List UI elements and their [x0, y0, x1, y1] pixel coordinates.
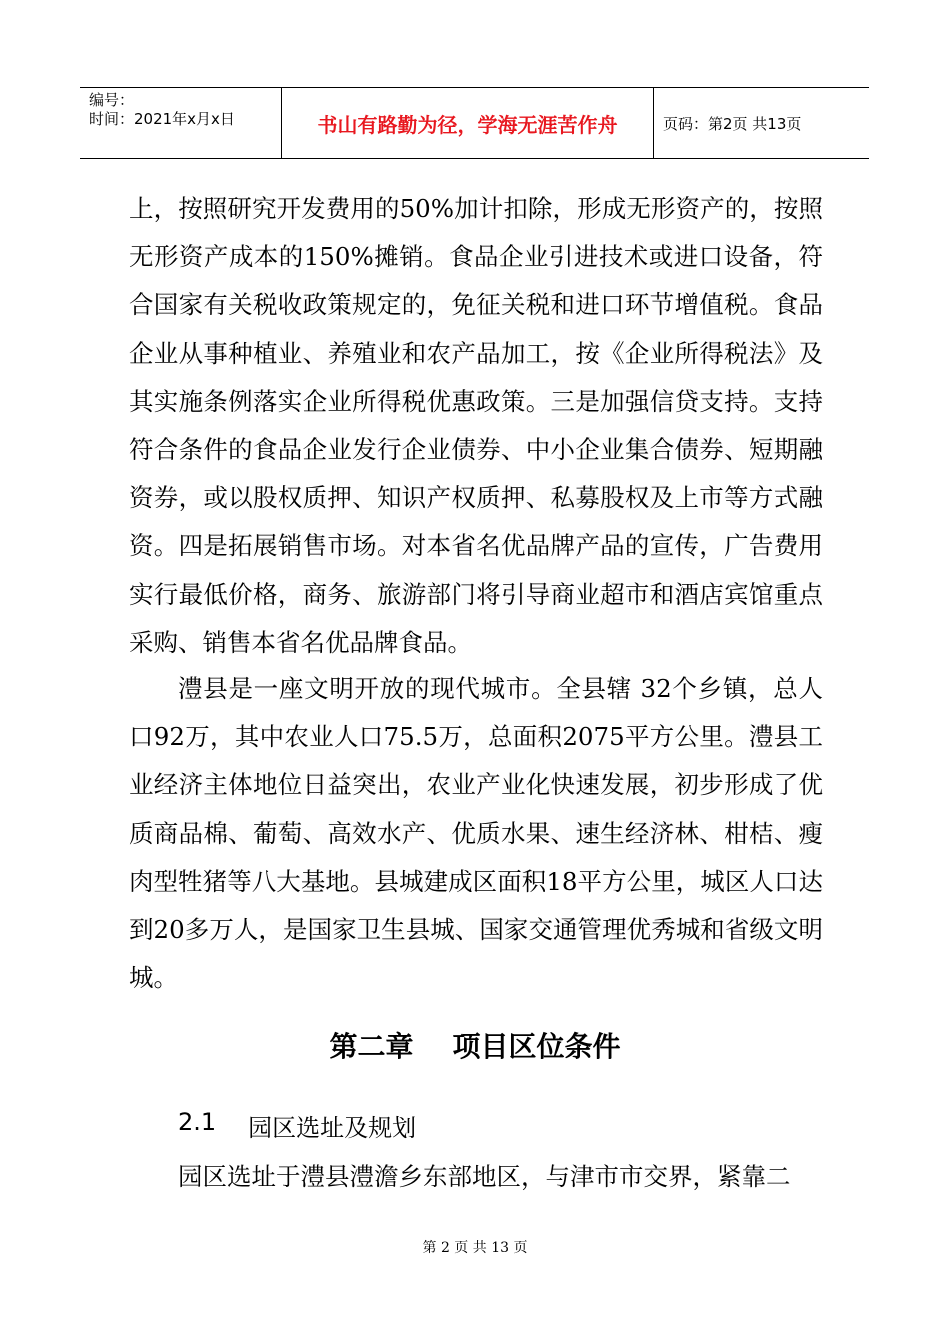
- paragraph-text: 澧县是一座文明开放的现代城市。全县辖 32个乡镇，总人口92万，其中农业人口75.5万，总面积2075平方公里。澧县工业经济主体地位日益突出，农业产业化快速发展，初步形成了优质商品棉、葡萄、高效水产、优质水果、速生经济林、柑桔、瘦肉型牲猪等八大基地。县城建成区面积18平方公里，城区人口达到20多万人，是国家卫生县城、国家交通管理优秀城和省级文明城。: [129, 674, 823, 993]
- section-number: 2.1: [178, 1108, 217, 1136]
- body-paragraph-1: [129, 185, 823, 667]
- header-page-info: 页码：第2页 共13页: [663, 114, 802, 133]
- chapter-title: 第二章 项目区位条件: [329, 1030, 621, 1063]
- header-motto: 书山有路勤为径，学海无涯苦作舟: [282, 88, 654, 158]
- header-meta: [80, 88, 282, 158]
- section-heading: [178, 1108, 416, 1143]
- section-paragraph: [129, 1153, 823, 1201]
- body-paragraph-2: [129, 665, 823, 1002]
- page-header: [80, 87, 869, 159]
- paragraph-text: 园区选址于澧县澧澹乡东部地区，与津市市交界，紧靠二: [178, 1162, 791, 1191]
- paragraph-text: 上，按照研究开发费用的50%加计扣除，形成无形资产的，按照无形资产成本的150%摊销。食品企业引进技术或进口设备，符合国家有关税收政策规定的，免征关税和进口环节增值税。食品企业从事种植业、养殖业和农产品加工，按《企业所得税法》及其实施条例落实企业所得税优惠政策。三是加强信贷支持。支持符合条件的食品企业发行企业债券、中小企业集合债券、短期融资券，或以股权质押、知识产权质押、私募股权及上市等方式融资。四是拓展销售市场。对本省名优品牌产品的宣传，广告费用实行最低价格，商务、旅游部门将引导商业超市和酒店宾馆重点采购、销售本省名优品牌食品。: [129, 194, 823, 657]
- document-time: 时间：2021年x月x日: [89, 110, 235, 128]
- section-title: 园区选址及规划: [248, 1114, 417, 1142]
- document-number-label: 编号：: [89, 91, 135, 109]
- page-footer: 第 2 页 共 13 页: [422, 1240, 528, 1256]
